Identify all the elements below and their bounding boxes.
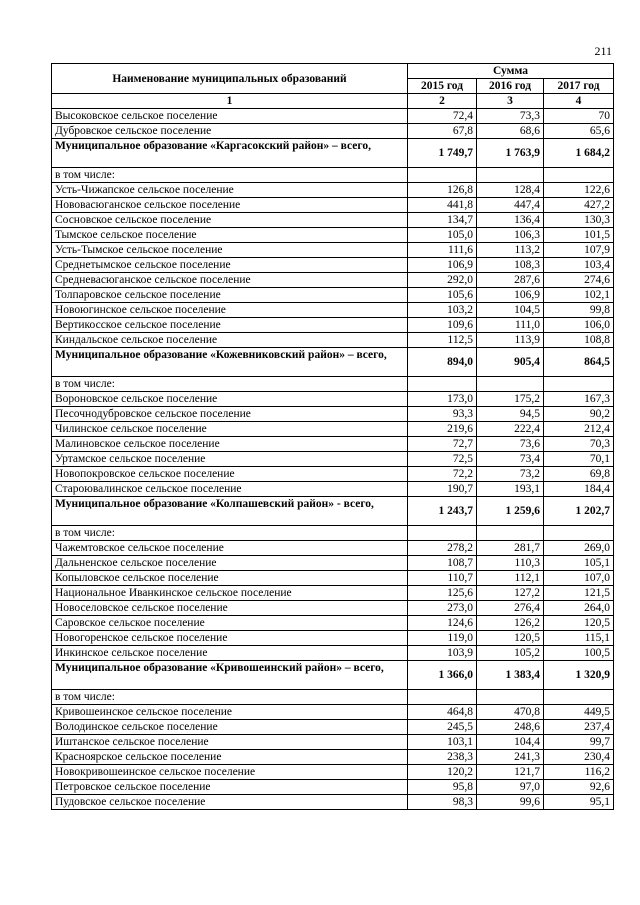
value-2017: 1 320,9 (544, 661, 614, 690)
value-2016: 127,2 (477, 586, 544, 601)
settlement-row (52, 407, 614, 422)
settlement-row (52, 183, 614, 198)
value-2016: 126,2 (477, 616, 544, 631)
value-2015: 125,6 (408, 586, 477, 601)
value-2017: 107,9 (544, 243, 614, 258)
row-name: Высоковское сельское поселение (52, 109, 408, 124)
header-year-2017: 2017 год (544, 79, 614, 94)
value-2017: 427,2 (544, 198, 614, 213)
settlement-row (52, 735, 614, 750)
value-2015: 238,3 (408, 750, 477, 765)
value-2015: 106,9 (408, 258, 477, 273)
settlement-row (52, 631, 614, 646)
value-2016: 175,2 (477, 392, 544, 407)
value-2017: 100,5 (544, 646, 614, 661)
settlement-row (52, 795, 614, 810)
value-2015: 894,0 (408, 348, 477, 377)
row-name: Дубровское сельское поселение (52, 124, 408, 139)
value-2016: 106,3 (477, 228, 544, 243)
row-name: Копыловское сельское поселение (52, 571, 408, 586)
settlement-row (52, 198, 614, 213)
value-2015 (408, 168, 477, 183)
header-sum-column: Сумма (408, 64, 614, 79)
value-2016: 241,3 (477, 750, 544, 765)
value-2017: 1 684,2 (544, 139, 614, 168)
row-name: Песочнодубровское сельское поселение (52, 407, 408, 422)
row-name: Тымское сельское поселение (52, 228, 408, 243)
settlement-row (52, 586, 614, 601)
value-2017: 120,5 (544, 616, 614, 631)
value-2016: 99,6 (477, 795, 544, 810)
settlement-row (52, 750, 614, 765)
subheading-row (52, 526, 614, 541)
settlement-row (52, 318, 614, 333)
value-2016: 113,9 (477, 333, 544, 348)
value-2016: 905,4 (477, 348, 544, 377)
settlement-row (52, 392, 614, 407)
settlement-row (52, 258, 614, 273)
value-2016: 73,2 (477, 467, 544, 482)
value-2015: 278,2 (408, 541, 477, 556)
row-name: Нововасюганское сельское поселение (52, 198, 408, 213)
value-2015: 103,1 (408, 735, 477, 750)
value-2015 (408, 526, 477, 541)
row-name: Новоюгинское сельское поселение (52, 303, 408, 318)
value-2017: 99,8 (544, 303, 614, 318)
value-2016: 112,1 (477, 571, 544, 586)
value-2017: 264,0 (544, 601, 614, 616)
row-name: Новокривошеинское сельское поселение (52, 765, 408, 780)
value-2017: 130,3 (544, 213, 614, 228)
value-2016: 73,6 (477, 437, 544, 452)
settlement-row (52, 556, 614, 571)
settlement-row (52, 646, 614, 661)
value-2016: 136,4 (477, 213, 544, 228)
row-name: Чажемтовское сельское поселение (52, 541, 408, 556)
value-2015: 119,0 (408, 631, 477, 646)
value-2015: 245,5 (408, 720, 477, 735)
settlement-row (52, 482, 614, 497)
value-2016: 94,5 (477, 407, 544, 422)
value-2015: 190,7 (408, 482, 477, 497)
settlement-row (52, 780, 614, 795)
settlement-row (52, 601, 614, 616)
value-2017: 101,5 (544, 228, 614, 243)
row-name: Саровское сельское поселение (52, 616, 408, 631)
column-number-1: 1 (52, 94, 408, 109)
value-2015: 273,0 (408, 601, 477, 616)
settlement-row (52, 467, 614, 482)
value-2015: 134,7 (408, 213, 477, 228)
value-2017: 449,5 (544, 705, 614, 720)
value-2015: 109,6 (408, 318, 477, 333)
value-2017 (544, 377, 614, 392)
settlement-row (52, 720, 614, 735)
value-2017: 99,7 (544, 735, 614, 750)
row-name: Сосновское сельское поселение (52, 213, 408, 228)
row-name: Малиновское сельское поселение (52, 437, 408, 452)
value-2017: 269,0 (544, 541, 614, 556)
value-2016: 1 383,4 (477, 661, 544, 690)
value-2015 (408, 377, 477, 392)
value-2016 (477, 690, 544, 705)
value-2017: 1 202,7 (544, 497, 614, 526)
value-2016 (477, 526, 544, 541)
value-2017: 122,6 (544, 183, 614, 198)
row-name: Петровское сельское поселение (52, 780, 408, 795)
value-2017: 121,5 (544, 586, 614, 601)
row-name: Средневасюганское сельское поселение (52, 273, 408, 288)
settlement-row (52, 303, 614, 318)
row-name: Дальненское сельское поселение (52, 556, 408, 571)
settlement-row (52, 213, 614, 228)
value-2015: 1 749,7 (408, 139, 477, 168)
value-2015: 111,6 (408, 243, 477, 258)
table-body (52, 109, 614, 810)
row-name: Усть-Чижапское сельское поселение (52, 183, 408, 198)
settlement-row (52, 616, 614, 631)
value-2015: 464,8 (408, 705, 477, 720)
row-name: в том числе: (52, 526, 408, 541)
value-2016: 73,4 (477, 452, 544, 467)
row-name: Толпаровское сельское поселение (52, 288, 408, 303)
value-2015: 67,8 (408, 124, 477, 139)
settlement-row (52, 571, 614, 586)
row-name: Вороновское сельское поселение (52, 392, 408, 407)
row-name: Усть-Тымское сельское поселение (52, 243, 408, 258)
value-2017: 864,5 (544, 348, 614, 377)
row-name: Уртамское сельское поселение (52, 452, 408, 467)
value-2016: 447,4 (477, 198, 544, 213)
value-2017 (544, 690, 614, 705)
value-2016: 106,9 (477, 288, 544, 303)
settlement-row (52, 705, 614, 720)
row-name: Пудовское сельское поселение (52, 795, 408, 810)
value-2017 (544, 168, 614, 183)
value-2015: 72,2 (408, 467, 477, 482)
value-2017: 105,1 (544, 556, 614, 571)
value-2016: 276,4 (477, 601, 544, 616)
settlement-row (52, 109, 614, 124)
value-2016: 287,6 (477, 273, 544, 288)
value-2015: 98,3 (408, 795, 477, 810)
subheading-row (52, 690, 614, 705)
value-2015: 173,0 (408, 392, 477, 407)
value-2016: 1 763,9 (477, 139, 544, 168)
settlement-row (52, 243, 614, 258)
row-name: Муниципальное образование «Каргасокский район» – всего, (52, 139, 408, 168)
row-name: Киндальское сельское поселение (52, 333, 408, 348)
value-2015: 108,7 (408, 556, 477, 571)
value-2015: 1 366,0 (408, 661, 477, 690)
value-2016: 73,3 (477, 109, 544, 124)
value-2017: 184,4 (544, 482, 614, 497)
settlement-row (52, 228, 614, 243)
value-2017: 69,8 (544, 467, 614, 482)
value-2016: 281,7 (477, 541, 544, 556)
value-2017: 70 (544, 109, 614, 124)
row-name: Вертикосское сельское поселение (52, 318, 408, 333)
value-2016: 193,1 (477, 482, 544, 497)
value-2015: 105,0 (408, 228, 477, 243)
row-name: Новопокровское сельское поселение (52, 467, 408, 482)
value-2017: 116,2 (544, 765, 614, 780)
settlement-row (52, 273, 614, 288)
district-total-row (52, 139, 614, 168)
row-name: Иштанское сельское поселение (52, 735, 408, 750)
row-name: Инкинское сельское поселение (52, 646, 408, 661)
value-2015 (408, 690, 477, 705)
row-name: Чилинское сельское поселение (52, 422, 408, 437)
value-2016: 113,2 (477, 243, 544, 258)
header-name-column: Наименование муниципальных образований (52, 64, 408, 94)
value-2015: 120,2 (408, 765, 477, 780)
row-name: Володинское сельское поселение (52, 720, 408, 735)
value-2017: 95,1 (544, 795, 614, 810)
row-name: Муниципальное образование «Колпашевский район» - всего, (52, 497, 408, 526)
value-2015: 1 243,7 (408, 497, 477, 526)
district-total-row (52, 497, 614, 526)
value-2015: 72,7 (408, 437, 477, 452)
value-2017: 115,1 (544, 631, 614, 646)
value-2016 (477, 168, 544, 183)
header-year-2015: 2015 год (408, 79, 477, 94)
value-2017: 102,1 (544, 288, 614, 303)
value-2015: 292,0 (408, 273, 477, 288)
settlement-row (52, 124, 614, 139)
settlement-row (52, 765, 614, 780)
row-name: Красноярское сельское поселение (52, 750, 408, 765)
page-number: 211 (594, 44, 612, 58)
value-2017 (544, 526, 614, 541)
district-total-row (52, 348, 614, 377)
value-2016: 104,5 (477, 303, 544, 318)
settlement-row (52, 541, 614, 556)
value-2015: 126,8 (408, 183, 477, 198)
row-name: Среднетымское сельское поселение (52, 258, 408, 273)
value-2017: 70,3 (544, 437, 614, 452)
settlement-row (52, 422, 614, 437)
district-total-row (52, 661, 614, 690)
value-2016: 470,8 (477, 705, 544, 720)
budget-table (51, 63, 614, 810)
value-2015: 103,2 (408, 303, 477, 318)
value-2016: 68,6 (477, 124, 544, 139)
value-2015: 105,6 (408, 288, 477, 303)
value-2017: 167,3 (544, 392, 614, 407)
value-2016: 108,3 (477, 258, 544, 273)
value-2017: 212,4 (544, 422, 614, 437)
value-2015: 441,8 (408, 198, 477, 213)
value-2015: 124,6 (408, 616, 477, 631)
value-2016: 104,4 (477, 735, 544, 750)
header-year-2016: 2016 год (477, 79, 544, 94)
value-2017: 230,4 (544, 750, 614, 765)
subheading-row (52, 168, 614, 183)
value-2015: 112,5 (408, 333, 477, 348)
column-number-2: 2 (408, 94, 477, 109)
settlement-row (52, 452, 614, 467)
value-2017: 70,1 (544, 452, 614, 467)
value-2016: 248,6 (477, 720, 544, 735)
row-name: в том числе: (52, 168, 408, 183)
value-2016: 110,3 (477, 556, 544, 571)
value-2016: 111,0 (477, 318, 544, 333)
value-2015: 103,9 (408, 646, 477, 661)
value-2017: 92,6 (544, 780, 614, 795)
value-2017: 106,0 (544, 318, 614, 333)
value-2015: 95,8 (408, 780, 477, 795)
value-2015: 72,4 (408, 109, 477, 124)
value-2017: 107,0 (544, 571, 614, 586)
row-name: Кривошеинское сельское поселение (52, 705, 408, 720)
value-2015: 219,6 (408, 422, 477, 437)
value-2016: 121,7 (477, 765, 544, 780)
value-2017: 90,2 (544, 407, 614, 422)
row-name: Новогоренское сельское поселение (52, 631, 408, 646)
value-2016: 97,0 (477, 780, 544, 795)
row-name: Староювалинское сельское поселение (52, 482, 408, 497)
row-name: в том числе: (52, 690, 408, 705)
row-name: Муниципальное образование «Кривошеинский район» – всего, (52, 661, 408, 690)
settlement-row (52, 333, 614, 348)
value-2017: 103,4 (544, 258, 614, 273)
value-2016: 120,5 (477, 631, 544, 646)
value-2016 (477, 377, 544, 392)
column-number-4: 4 (544, 94, 614, 109)
column-number-3: 3 (477, 94, 544, 109)
row-name: Муниципальное образование «Кожевниковский район» – всего, (52, 348, 408, 377)
value-2017: 237,4 (544, 720, 614, 735)
value-2015: 93,3 (408, 407, 477, 422)
value-2015: 72,5 (408, 452, 477, 467)
row-name: Новоселовское сельское поселение (52, 601, 408, 616)
value-2016: 222,4 (477, 422, 544, 437)
value-2017: 108,8 (544, 333, 614, 348)
row-name: в том числе: (52, 377, 408, 392)
value-2016: 105,2 (477, 646, 544, 661)
value-2016: 128,4 (477, 183, 544, 198)
subheading-row (52, 377, 614, 392)
value-2017: 274,6 (544, 273, 614, 288)
row-name: Национальное Иванкинское сельское поселение (52, 586, 408, 601)
value-2017: 65,6 (544, 124, 614, 139)
value-2015: 110,7 (408, 571, 477, 586)
settlement-row (52, 437, 614, 452)
settlement-row (52, 288, 614, 303)
value-2016: 1 259,6 (477, 497, 544, 526)
